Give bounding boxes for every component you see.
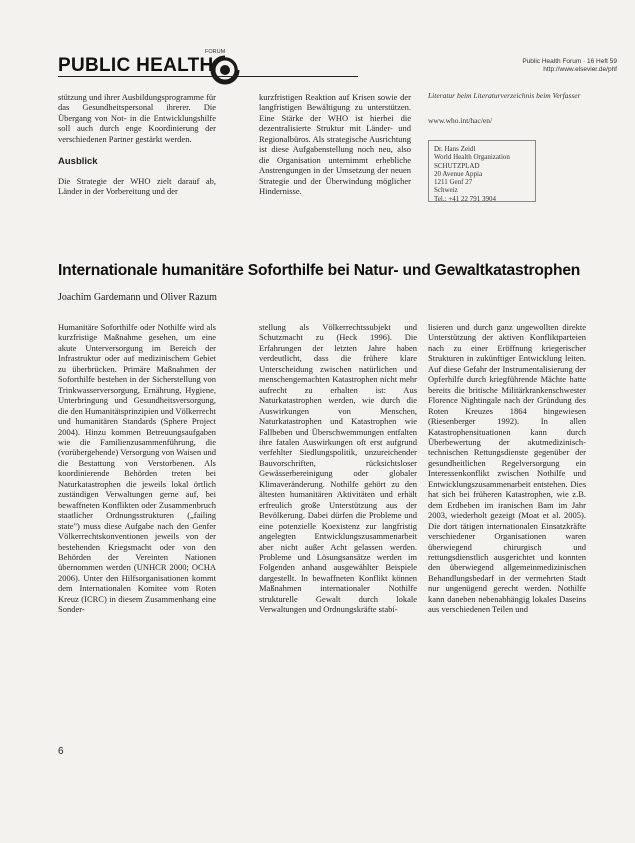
article-col3-text: lisieren und durch ganz ungewollten direkte Unterstützung der aktiven Konfliktparteien nach zu einer Eröffnung kriegerischer Strukturen in zukünftiger Entwicklung leiten. Auf diese Gefahr der Instrumentalisierung der Opferhilfe durch kriegführende Mächte hatte bereits die britische Militärkrankenschwester Florence Nightingale nach der Gründung des Roten Kreuzes 1864 hingewiesen (Riesenberger 1992). In allen Katastrophensituationen kann durch Überbewertung der akutmedizinisch-technischen Rettungsdienste gegenüber der gesundheitlichen Regelversorgung ein Interessenkonflikt zwischen Nothilfe und Entwicklungszusammenarbeit entstehen. Dies hat sich bei früheren Katastrophen, wie z.B. dem Erdbeben im iranischen Bam im Jahr 2003, wiederholt gezeigt (Moat et al. 2005). Die dort tätigen internationalen Einsatzkräfte verschiedener Organisationen waren überwiegend chirurgisch und rettungsdienstlich ausgerichtet und konnten den überwiegend allgemeinmedizinischen Behandlungsbedarf in der vermehrten Stadt nur ungenügend gerecht werden. Nothilfe kann daneben nebenabhängig lokales Daseins aus verschiedenen Teilen und [428,322,586,615]
logo-wordmark: PUBLIC HEALTH [58,55,214,76]
prev-col1-paragraph-2: Die Strategie der WHO zielt darauf ab, Länder in der Vorbereitung und der [58,175,216,197]
contact-org: World Health Organization [434,153,510,162]
subheading-ausblick: Ausblick [58,156,98,168]
article-col1-text: Humanitäre Soforthilfe oder Nothilfe wird als kurzfristige Maßnahme gesehen, um eine akute Unterversorgung im Bereich der Infrastruktur oder auf medizinischem Gebiet zu überbrücken. Primäre Maßnahmen der Soforthilfe bestehen in der Sicherstellung von Trinkwasserversorgung, Ernährung, Hygiene, Unterbringung und Gesundheitsversorgung, die den Humanitätsprinzipien und Völkerrecht und humanitären Standards (Sphere Project 2004). Hinzu kommen Betreuungsaufgaben wie die Familienzusammenführung, die (vorübergehende) Versorgung von Waisen und die Bestattung von Verstorbenen. Als koordinierende Behörden treten bei Naturkatastrophen die jeweils lokal örtlich zuständigen Verwaltungen gerne auf, bei bewaffneten Konflikten oder Zusammenbruch staatlicher Ordnungsstrukturen („failing state") muss diese Aufgabe nach den Genfer Völkerrechtskonventionen jeweils von der bestehenden Kriegsmacht oder von den Behörden der Vereinten Nationen übernommen werden (UNHCR 2000; OCHA 2006). Unter den Hilfsorganisationen kommt dem Internationalen Komitee vom Roten Kreuz (ICRC) in diesem Zusammenhang eine Sonder- [58,322,216,615]
logo-small-label: FORUM [205,49,226,55]
prev-col2-paragraph: kurzfristigen Reaktion auf Krisen sowie der langfristigen Bewältigung zu unterstützen. Eine Stärke der WHO ist hierbei die dezentralisierte Struktur mit Länder- und Regionalbüros. Als strategische Ausrichtung ist diese Aufgabenstellung noch neu, also die Organisation unternimmt erhebliche Anstrengungen in der Umsetzung der neuen Strategie und der Überwindung möglicher Hindernisse. [259,92,411,197]
contact-country: Schweiz [434,186,458,195]
contact-dept: SCHUTZPLAD [434,161,480,170]
article-title: Internationale humanitäre Soforthilfe bei Natur- und Gewaltkatastrophen [58,262,581,279]
article-authors: Joachim Gardemann und Oliver Razum [58,292,217,303]
prev-article-col2 [259,92,411,197]
header-rule [58,76,358,77]
contact-street: 20 Avenue Appia [434,169,483,178]
contact-phone: Tel.: +41 22 791 3904 [434,194,496,203]
article-col1 [58,322,216,742]
literature-note: Literatur beim Literaturverzeichnis beim Verfasser [428,91,581,100]
page-number: 6 [58,746,64,757]
contact-city: 1211 Genf 27 [434,178,473,187]
contact-box [428,140,536,202]
article-col3 [428,322,586,742]
journal-info [467,58,617,74]
journal-line: Public Health Forum · 16 Heft 59 [522,58,617,65]
contact-name: Dr. Hans Zeidl [434,145,476,153]
logo-circle-icon [210,55,240,85]
prev-article-col1 [58,92,216,197]
article-col2-text: stellung als Völkerrechtssubjekt und Schutzmacht zu (Heck 1996). Die Erfahrungen der letzten Jahre haben verdeutlicht, dass die frühere klare Unterscheidung zwischen natürlichen und menschengemachten Katastrophen nicht mehr aufrecht zu erhalten ist: Aus Naturkatastrophen werden, wie durch die Auswirkungen von Menschen, Naturkatastrophen und Katastrophen wie Fallbeben und Überschwemmungen entfalten ihre fatalen Auswirkungen oft erst aufgrund verfehlter Siedlungspolitik, unzureichender Bauvorschriften, rücksichtsloser Gewässerbereinigung oder globaler Klimaveränderung. Nothilfe gehört zu den ältesten humanitären Aktivitäten und erhält erfreulich große Unterstützung aus der Bevölkerung. Dabei dürfen die Probleme und eine potenzielle Koexistenz zur langfristig angelegten Entwicklungszusammenarbeit aber nicht außer Acht gelassen werden. Probleme und Lösungsansätze werden im Folgenden anhand ausgewählter Beispiele dargestellt. In bewaffneten Konflikt können Maßnahmen internationaler Nothilfe strukturelle Gewalt durch lokale Verwaltungen und Ordnungskräfte stabi- [259,322,417,615]
website-link[interactable]: www.who.int/hac/en/ [428,116,493,125]
journal-url: http://www.elsevier.de/phf [543,66,617,73]
article-col2 [259,322,417,742]
prev-col1-paragraph: stützung und ihrer Ausbildungsprogramme für das Gesundheitspersonal ihrerer. Die Übergang von Not- in die Entwicklungshilfe soll auch durch enge Koordinierung der verschiedenen Partner gestärkt werden. [58,92,216,144]
